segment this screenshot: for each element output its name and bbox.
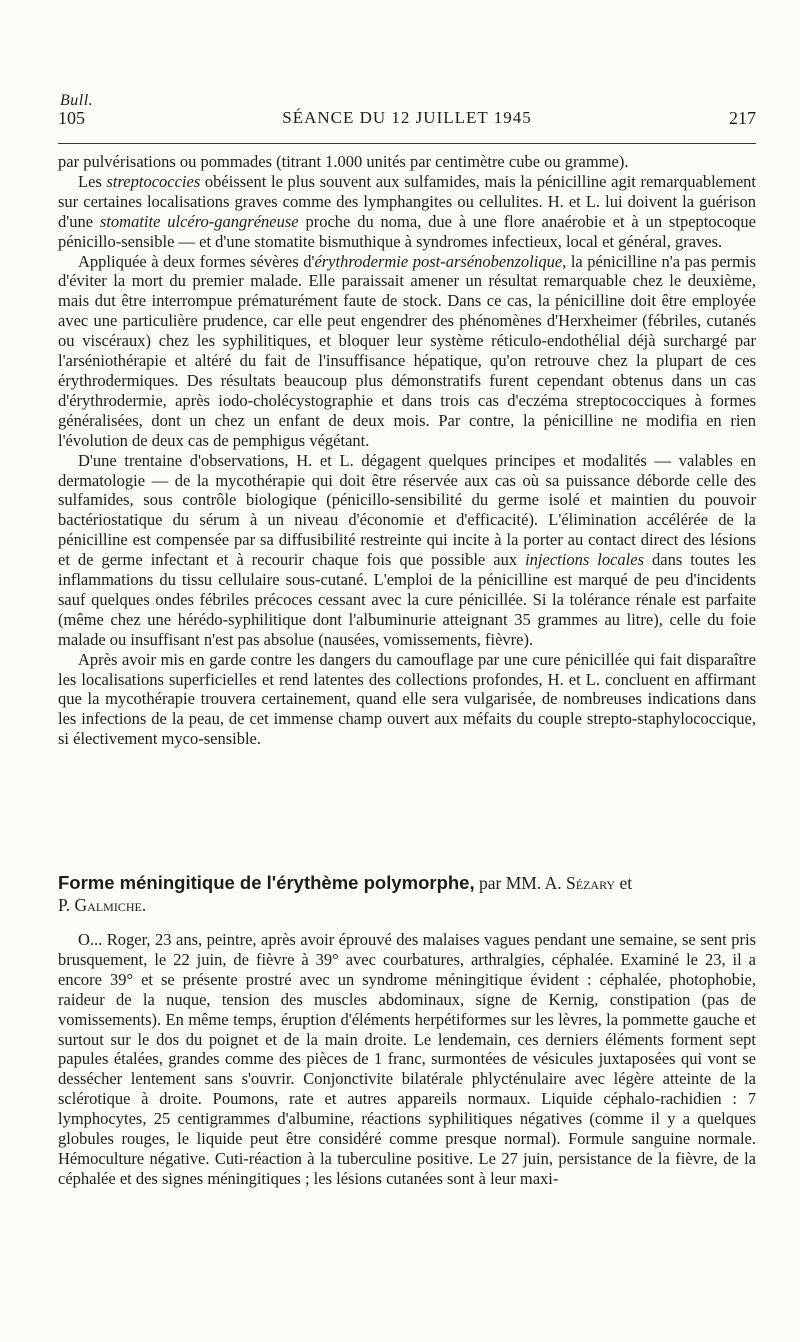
term-erythrodermie: érythrodermie post-arsénobenzolique xyxy=(314,251,563,271)
paragraph-1: par pulvérisations ou pommades (titrant 1.000 unités par centimètre cube ou gramme). xyxy=(58,152,629,171)
journal-abbreviation: Bull. xyxy=(60,92,94,109)
paragraph-4: D'une trentaine d'observations, H. et L. dégagent quelques principes et modalités — valables en dermatologie — de la mycothérapie qui doit être réservée aux cas où sa puissance déborde celle des sulfamides, sous contrôle biologique (pénicillo-sensibilité du germe isolé et maintien du pouvoir bactériostatique du sérum à un niveau d'économie et d'efficacité). L'élimination accélérée de la pénicilline est compensée par sa diffusibilité restreinte qui incite à la porter au contact direct des lésions et de germe infectant et à recourir chaque fois que possible aux injections locales dans toutes les inflammations du tissu cellulaire sous-cutané. L'emploi de la pénicilline est marqué de peu d'incidents sauf quelques ondes fébriles précoces cessant avec la cure pénicillée. Si la tolérance rénale est parfaite (même chez une hérédo-syphilitique dont l'albuminurie atteignant 35 grammes au litre), celle du foie malade ou insuffisant n'est pas absolue (nausées, vomissements, fièvre). xyxy=(58,450,756,649)
article-heading: Forme méningitique de l'érythème polymorphe, par MM. A. Sézary et P. Galmiche. xyxy=(58,872,633,915)
session-title: SÉANCE DU 12 JUILLET 1945 xyxy=(282,108,532,127)
page-number: 217 xyxy=(729,108,756,128)
header-rule xyxy=(58,143,756,144)
author-sezary: Sézary xyxy=(566,873,616,893)
paragraph-2: Les streptococcies obéissent le plus souvent aux sulfamides, mais la pénicilline agit remarquablement sur certaines localisations graves comme des lymphangites ou cellulites. H. et L. lui doivent la guérison d'une stomatite ulcéro-gangréneuse proche du noma, due à une flore anaérobie et à un stpeptocoque pénicillo-sensible — et d'une stomatite bismuthique à syndromes infectieux, local et général, graves. xyxy=(58,171,756,251)
running-head xyxy=(58,108,756,132)
term-injections-locales: injections locales xyxy=(525,550,644,570)
article-body xyxy=(58,930,756,1189)
article-title: Forme méningitique de l'érythème polymorphe, xyxy=(58,872,475,893)
paragraph-3: Appliquée à deux formes sévères d'érythrodermie post-arsénobenzolique, la pénicilline n'a pas permis d'éviter la mort du premier malade. Elle paraissait amener un résultat remarquable chez le deuxième, mais dut être interrompue prématurément faute de stock. Dans ce cas, la pénicilline doit être employée avec une particulière prudence, car elle peut engendrer des phénomènes d'Herxheimer (fébriles, cutanés ou viscéraux) chez les syphilitiques, et bloquer leur système réticulo-endothélial déjà surchargé par l'arséniothérapie et altéré du fait de l'insuffisance hépatique, qu'on retrouve chez la plupart de ces érythrodermiques. Des résultats beaucoup plus démonstratifs furent cependant obtenus dans un cas d'érythrodermie, après iodo-cholécystographie et dans trois cas d'eczéma streptococciques à formes généralisées, dont un chez un enfant de deux mois. Par contre, la pénicilline ne modifia en rien l'évolution de deux cas de pemphigus végétant. xyxy=(58,251,757,450)
term-streptococcies: streptococcies xyxy=(106,171,201,191)
author-galmiche: Galmiche. xyxy=(74,895,147,915)
article-paragraph-1: O... Roger, 23 ans, peintre, après avoir éprouvé des malaises vagues pendant une semaine, se sent pris brusquement, le 22 juin, de fièvre à 39° avec courbatures, arthralgies, céphalée. Examiné le 23, il a encore 39° et se présente prostré avec un syndrome méningitique évident : céphalée, photophobie, raideur de la nuque, tension des muscles abdominaux, signe de Kernig, constipation (pas de vomissements). En même temps, éruption d'éléments herpétiformes sur les lèvres, la pommette gauche et surtout sur le dos du poignet et de la main droite. Le lendemain, ces derniers éléments forment sept papules étalées, grandes comme des pièces de 1 franc, surmontées de vésicules juxtaposées qui vont se dessécher lentement sans s'ouvrir. Conjonctivite bilatérale phlycténulaire avec légère atteinte de la sclérotique à droite. Poumons, rate et autres appareils normaux. Liquide céphalo-rachidien : 7 lymphocytes, 25 centigrammes d'albumine, réactions syphilitiques négatives (comme il y a quelques globules rouges, le liquide peut être considéré comme presque normal). Formule sanguine normale. Hémoculture négative. Cuti-réaction à la tuberculine positive. Le 27 juin, persistance de la fièvre, de la céphalée et des signes méningitiques ; les lésions cutanées sont à leur maxi- xyxy=(58,930,756,1188)
continued-review-text xyxy=(58,152,756,749)
volume-number: 105 xyxy=(58,108,85,128)
term-stomatite: stomatite ulcéro-gangréneuse xyxy=(99,211,299,231)
paragraph-5: Après avoir mis en garde contre les dangers du camouflage par une cure pénicillée qui fait disparaître les localisations superficielles et rend latentes des collections profondes, H. et L. concluent en affirmant que la mycothérapie trouvera certainement, quand elle sera vulgarisée, de nombreuses indications dans les infections de la peau, de cet immense champ ouvert aux méfaits du couple strepto-staphylococcique, si électivement myco-sensible. xyxy=(58,649,756,749)
